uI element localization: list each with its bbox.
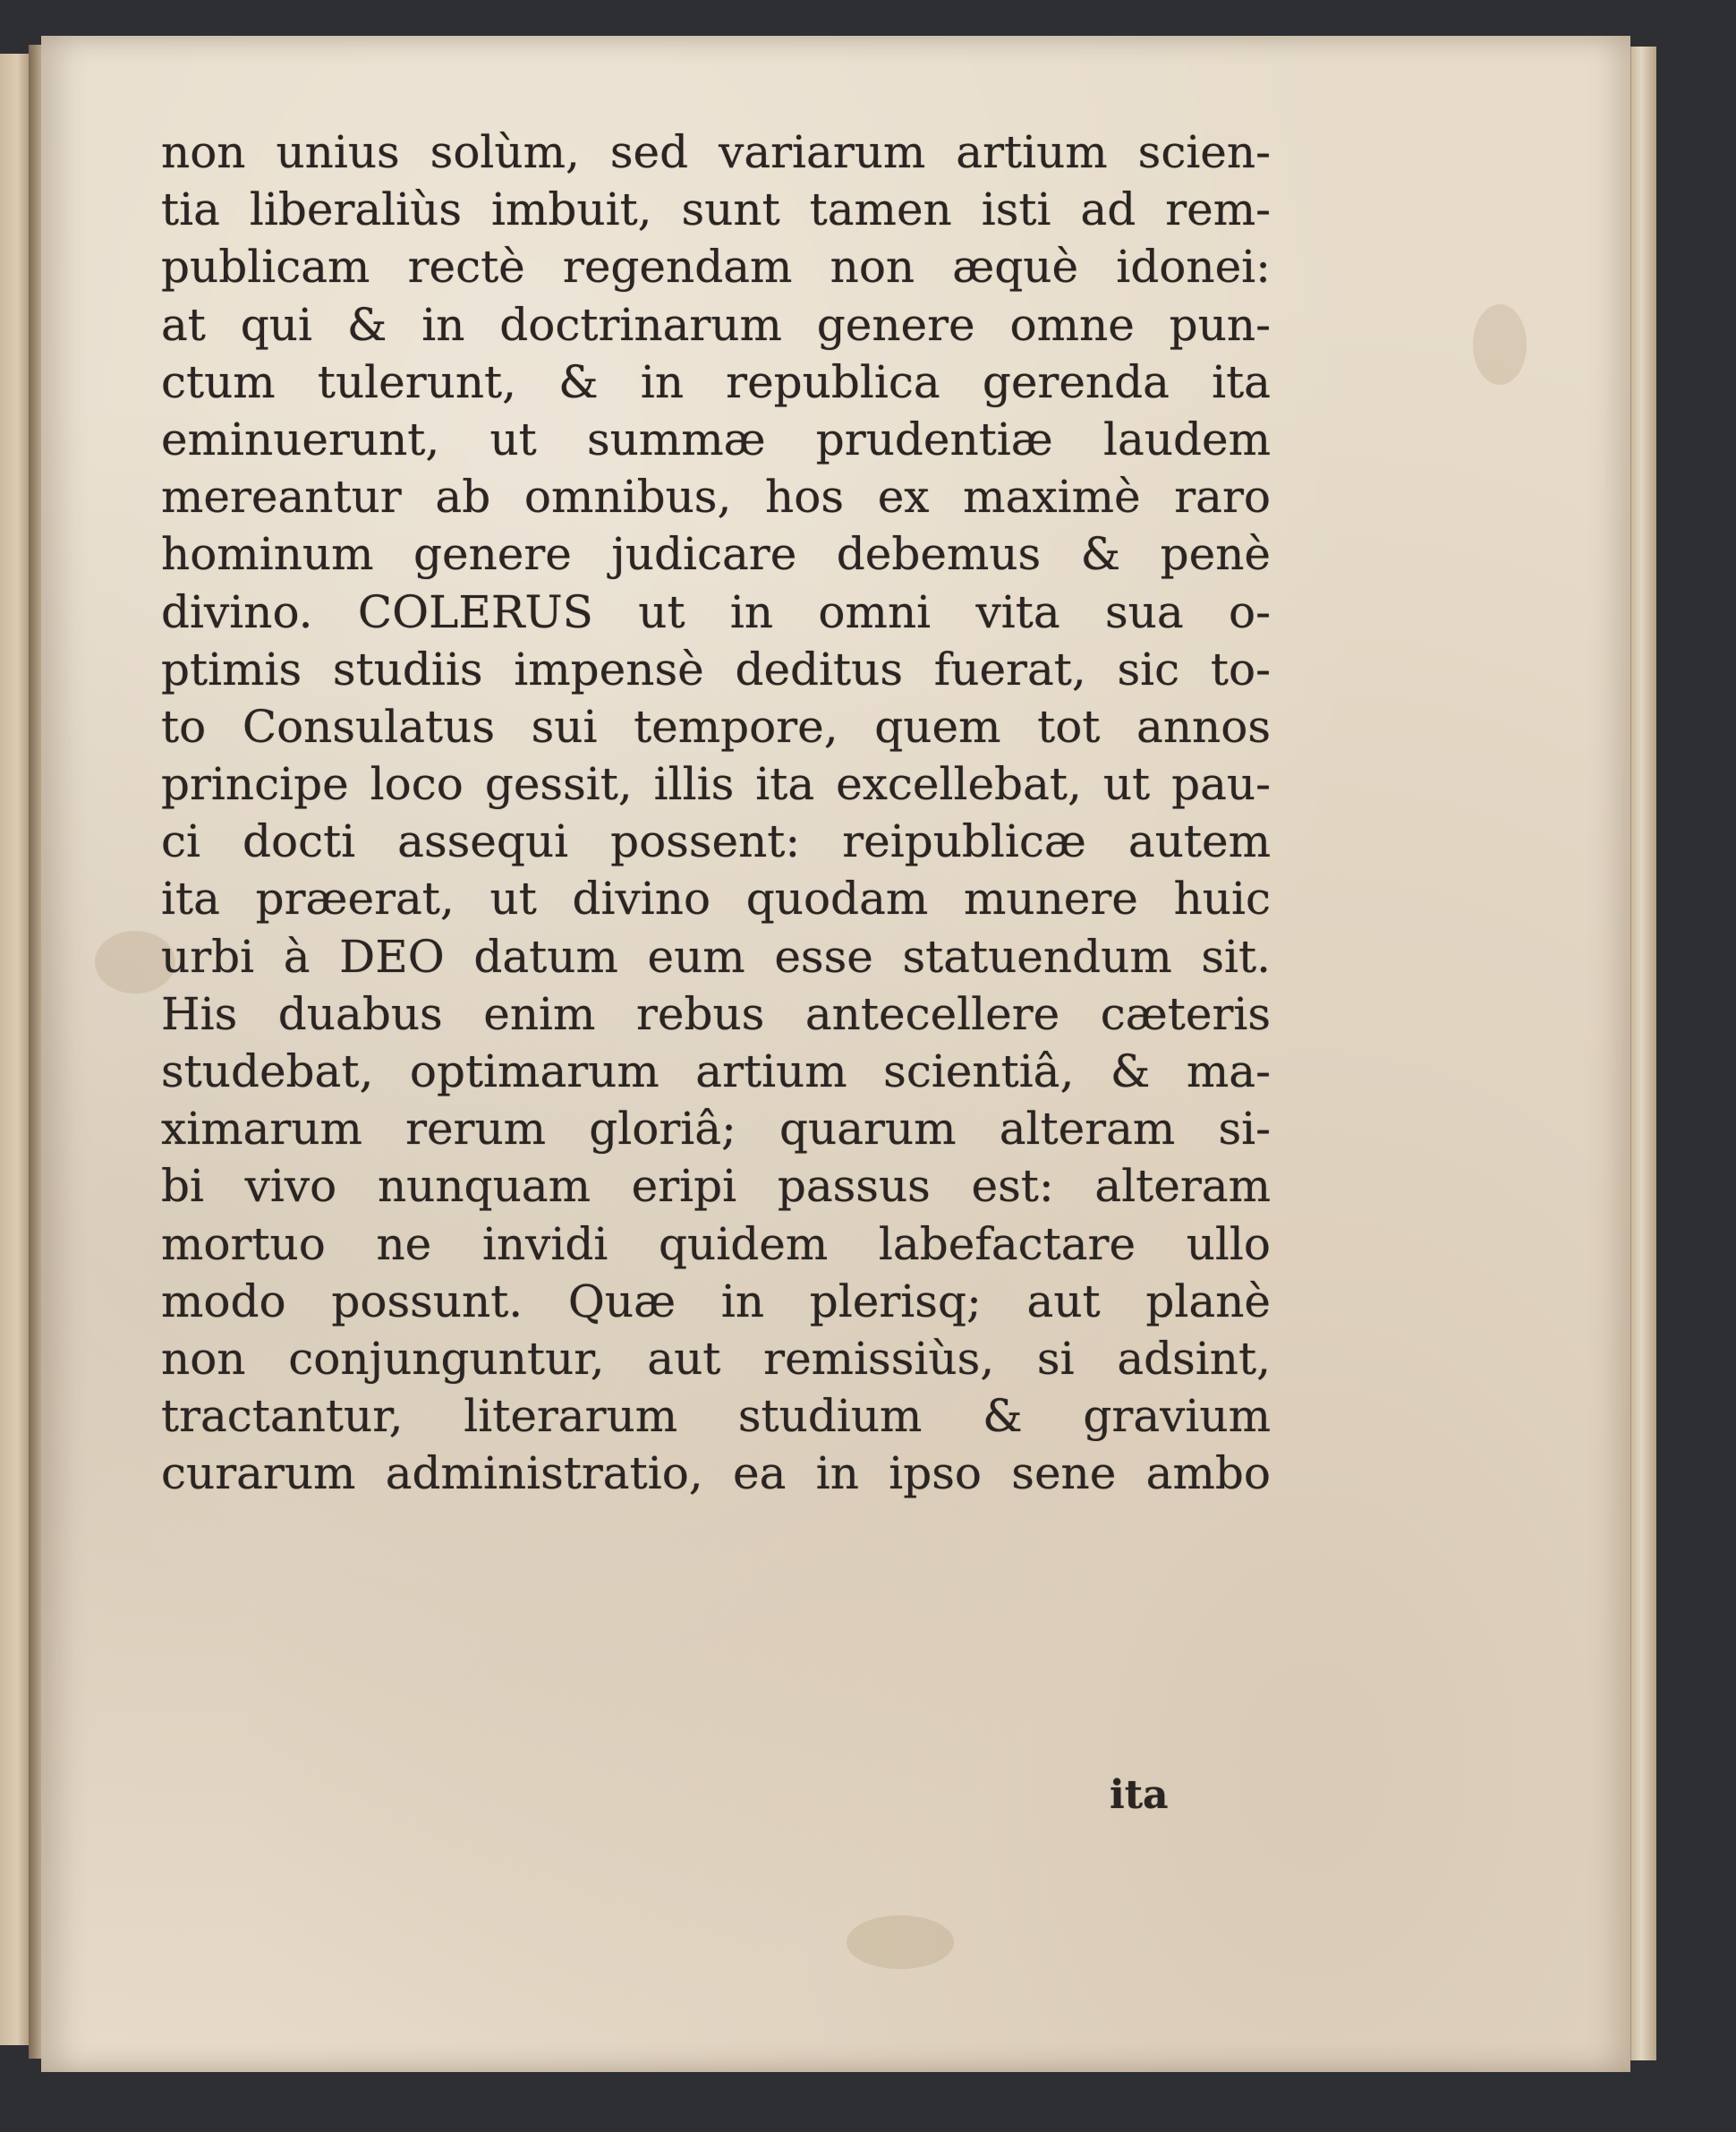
- text-line: non conjunguntur, aut remissiùs, si adsint,: [161, 1332, 1271, 1385]
- book-gutter: [29, 45, 41, 2059]
- text-line: to Consulatus sui tempore, quem tot annos: [161, 700, 1271, 753]
- text-line: mereantur ab omnibus, hos ex maximè raro: [161, 471, 1271, 524]
- text-line: curarum administratio, ea in ipso sene ambo: [161, 1447, 1271, 1500]
- text-line: eminuerunt, ut summæ prudentiæ laudem: [161, 413, 1271, 465]
- text-line: hominum genere judicare debemus & penè: [161, 528, 1271, 581]
- text-line: tractantur, literarum studium & gravium: [161, 1390, 1271, 1443]
- text-line: urbi à DEO datum eum esse statuendum sit.: [161, 930, 1271, 983]
- text-line: ctum tulerunt, & in republica gerenda ita: [161, 355, 1271, 408]
- text-line: publicam rectè regendam non æquè idonei:: [161, 241, 1271, 294]
- text-line: ita præerat, ut divino quodam munere huic: [161, 873, 1271, 925]
- text-line: ci docti assequi possent: reipublicæ autem: [161, 815, 1271, 868]
- text-line: mortuo ne invidi quidem labefactare ullo: [161, 1217, 1271, 1270]
- text-line: His duabus enim rebus antecellere cæteris: [161, 987, 1271, 1040]
- paper-stain: [847, 1915, 954, 1969]
- text-line: bi vivo nunquam eripi passus est: alteram: [161, 1160, 1271, 1213]
- catchword: ita: [1110, 1772, 1169, 1818]
- body-text: [161, 124, 1271, 1503]
- text-line: at qui & in doctrinarum genere omne pun-: [161, 298, 1271, 351]
- paper-stain: [1473, 304, 1527, 385]
- text-line: ximarum rerum gloriâ; quarum alteram si-: [161, 1103, 1271, 1156]
- text-line: studebat, optimarum artium scientiâ, & ma-: [161, 1045, 1271, 1097]
- text-line: divino. COLERUS ut in omni vita sua o-: [161, 585, 1271, 638]
- text-line: modo possunt. Quæ in plerisq; aut planè: [161, 1275, 1271, 1327]
- text-line: tia liberaliùs imbuit, sunt tamen isti ad rem-: [161, 183, 1271, 236]
- facing-page-edge: [0, 54, 30, 2045]
- text-line: ptimis studiis impensè deditus fuerat, sic to-: [161, 643, 1271, 695]
- page-fore-edge: [1630, 47, 1656, 2060]
- text-line: non unius solùm, sed variarum artium scien-: [161, 126, 1271, 178]
- text-line: principe loco gessit, illis ita excellebat, ut pau-: [161, 758, 1271, 811]
